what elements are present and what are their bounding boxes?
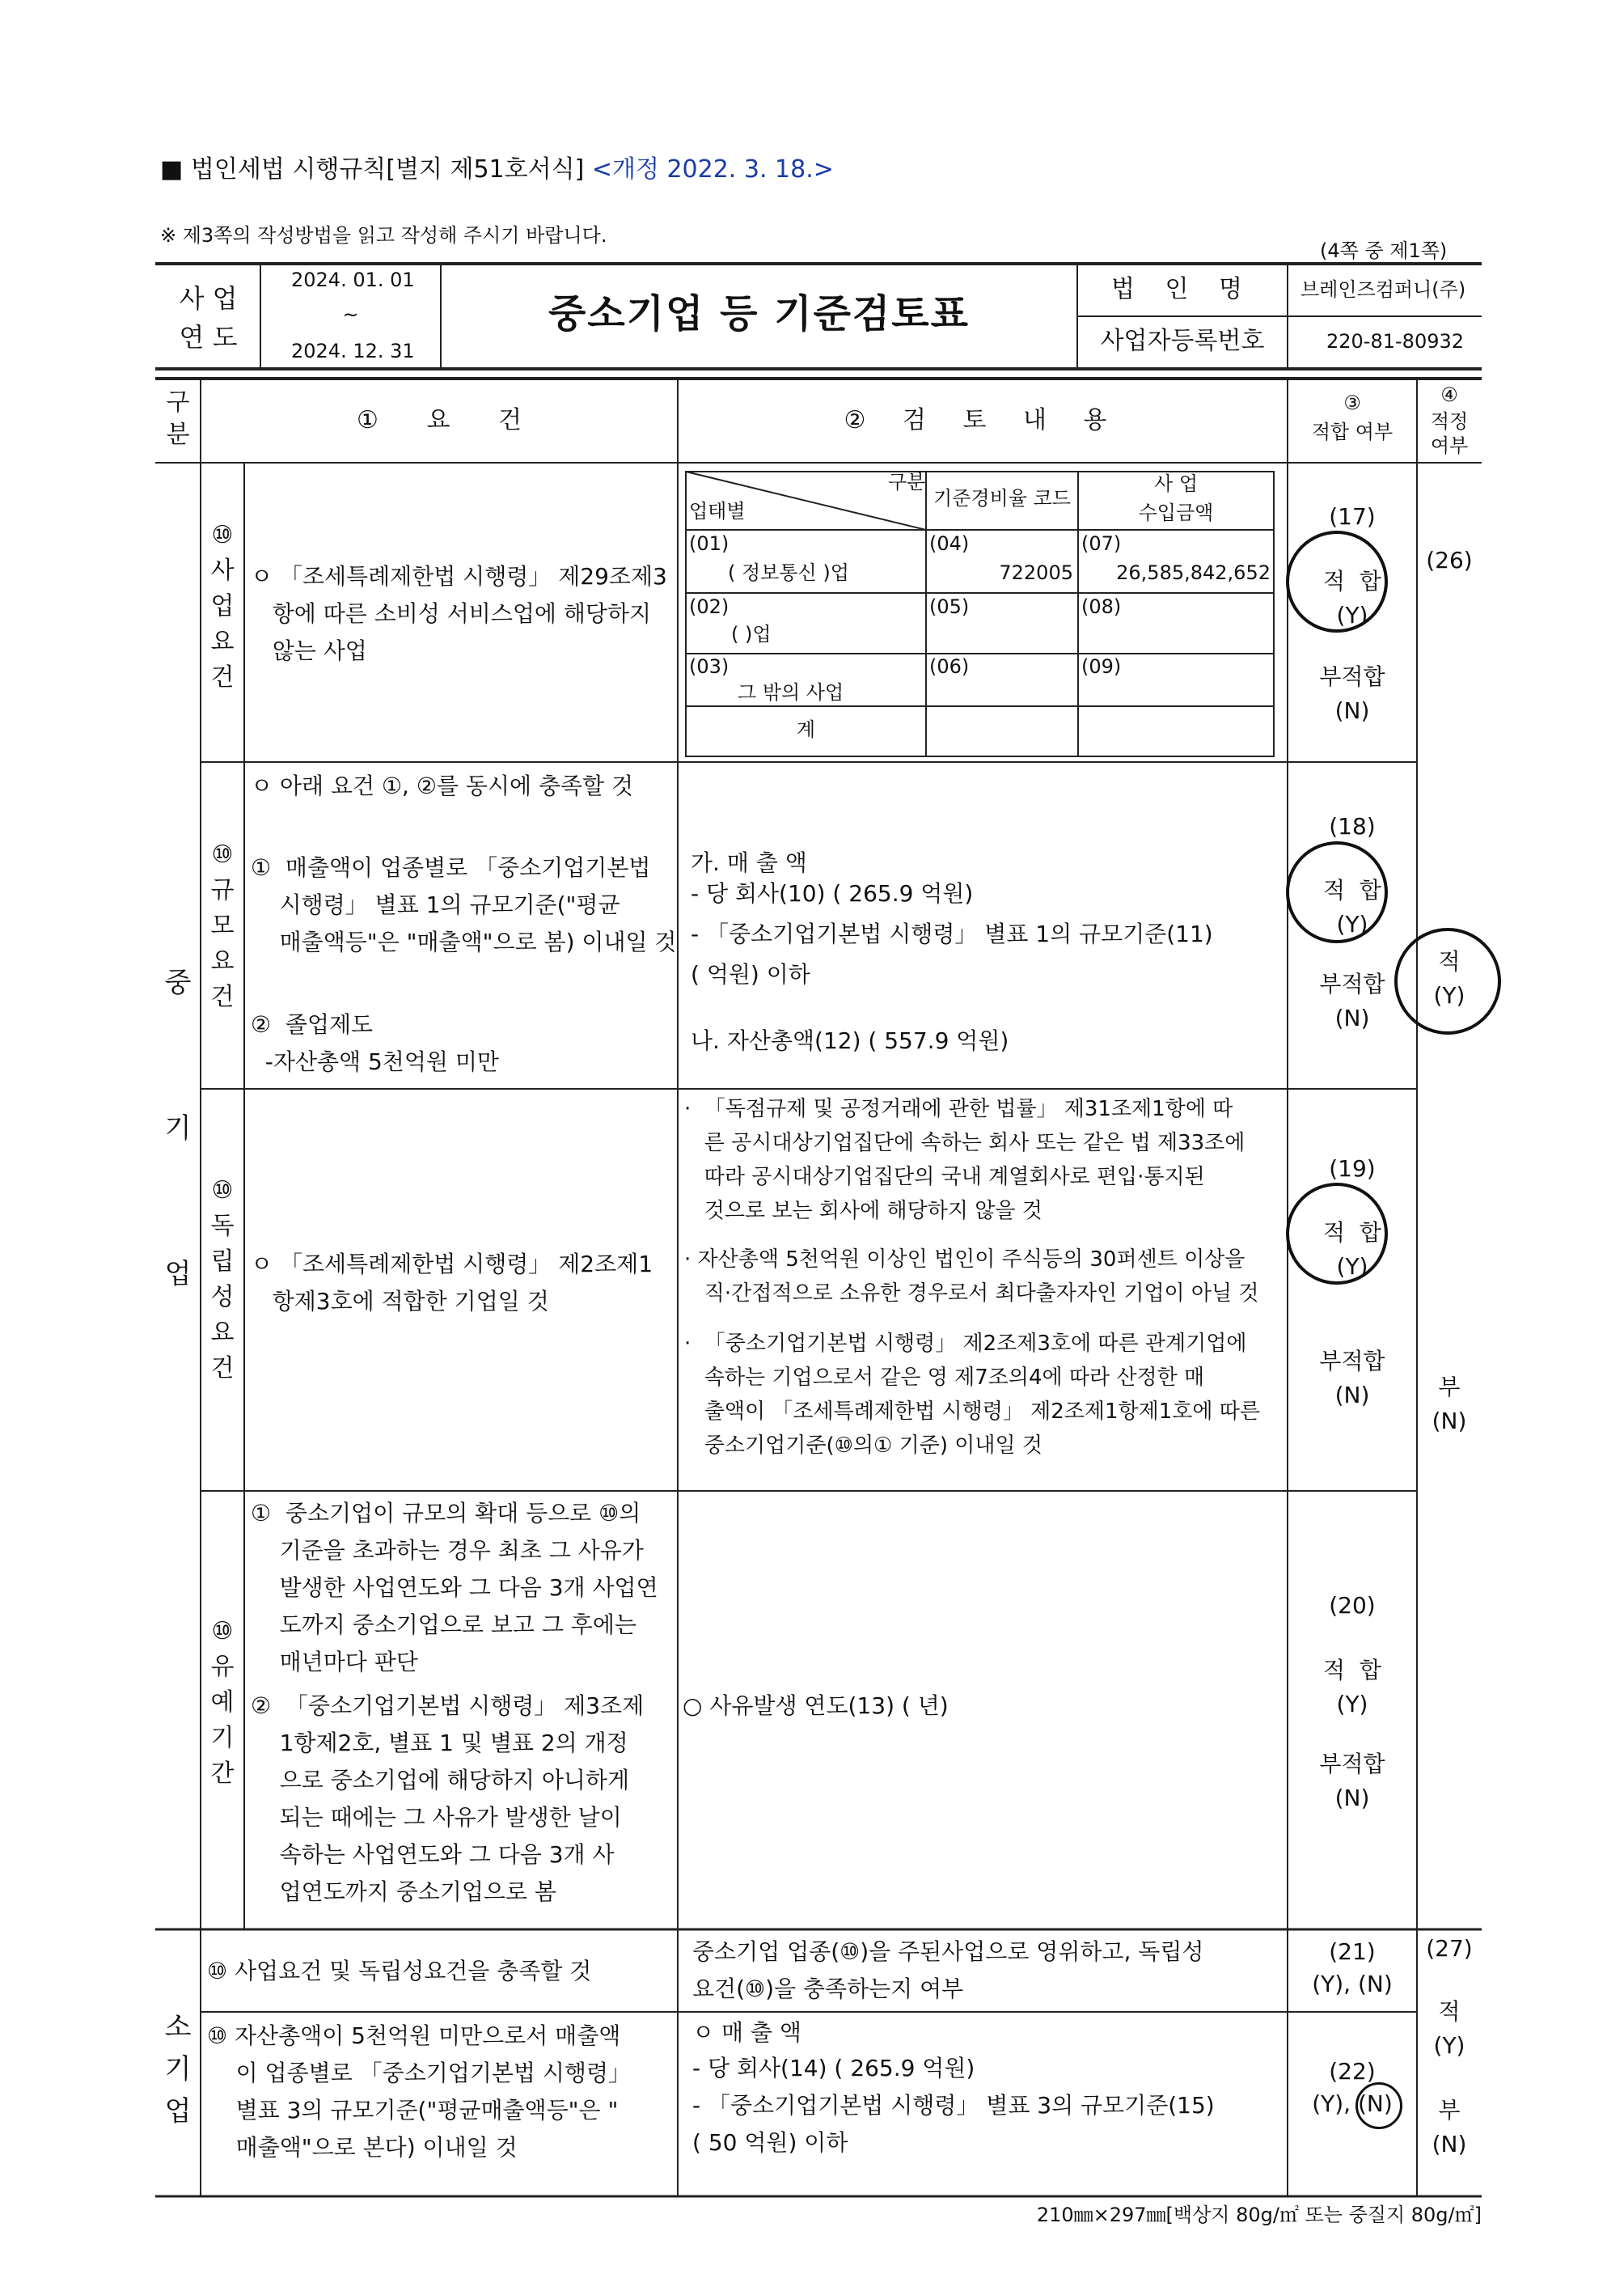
row103-fit-yes: 적 합 (Y) — [1323, 1219, 1381, 1280]
biz-no-label: 사업자등록번호 — [1100, 327, 1265, 355]
biz-table-col-code: 기준경비율 코드 — [933, 487, 1071, 510]
col-requirement: ① 요 건 — [357, 406, 522, 434]
row106-review-3: - 「중소기업기본법 시행령」 별표 3의 규모기준(15) — [692, 2092, 1215, 2119]
biz-table-col-revenue: 사 업 수입금액 — [1138, 472, 1214, 524]
row104-label: ⑩ 유 예 기 간 — [210, 1617, 235, 1788]
biz-row1-revenue: 26,585,842,652 — [1116, 561, 1271, 584]
biz-row2-revenue-number: (08) — [1081, 595, 1122, 618]
row102-review-a: 가. 매 출 액 — [691, 849, 807, 876]
row106-no-circle-mark — [1355, 2082, 1402, 2129]
row102-req-1: ① 매출액이 업종별로 「중소기업기본법 시행령」 별표 1의 규모기준("평균 매출액등"은 "매출액"으로 봄) 이내일 것 — [251, 854, 677, 955]
biz-row3-revenue-number: (09) — [1081, 655, 1122, 678]
small-result-no: 부 (N) — [1432, 2097, 1467, 2157]
fiscal-year-label: 사 업 연 도 — [179, 283, 238, 353]
biz-no: 220-81-80932 — [1326, 330, 1465, 353]
biz-table-corner-top: 구분 — [888, 471, 926, 493]
row101-fit-no: 부적합 (N) — [1319, 663, 1385, 724]
row106-fit-number: (22) — [1329, 2058, 1376, 2085]
biz-row1-code: 722005 — [999, 561, 1073, 584]
corp-name-label: 법 인 명 — [1110, 275, 1254, 303]
biz-row2-name: ( )업 — [731, 623, 772, 646]
row104-req-1: ① 중소기업이 규모의 확대 등으로 ⑩의 기준을 초과하는 경우 최초 그 사유가 발생한 사업연도와 그 다음 3개 사업연 도까지 중소기업으로 보고 그 후에는 매년마다 판단 — [251, 1500, 658, 1675]
sme-result-fit: 적 (Y) — [1433, 948, 1465, 1009]
row104-fit-yes: 적 합 (Y) — [1323, 1657, 1381, 1717]
biz-table-total: 계 — [796, 718, 816, 741]
row103-review-2: · 자산총액 5천억원 이상인 법인이 주식등의 30퍼센트 이상을 직·간접적으로 소유한 경우로서 최다출자자인 기업이 아닐 것 — [684, 1247, 1259, 1306]
row106-requirement: ⑩ 자산총액이 5천억원 미만으로서 매출액 이 업종별로 「중소기업기본법 시행령」 별표 3의 규모기준("평균매출액등"은 " 매출액"으로 본다) 이내일 것 — [207, 2022, 632, 2161]
biz-row1-name: ( 정보통신 )업 — [728, 561, 849, 584]
row105-review: 중소기업 업종(⑩)을 주된사업으로 영위하고, 독립성 요건(⑩)을 충족하는지 여부 — [692, 1938, 1204, 2002]
row101-fit-yes: 적 합 (Y) — [1323, 568, 1381, 629]
square-bullet: ■ — [160, 155, 184, 184]
revision-date: <개정 2022. 3. 18.> — [591, 155, 834, 184]
corp-name: 브레인즈컴퍼니(주) — [1300, 278, 1466, 301]
row101-fit-circle-mark — [1286, 531, 1388, 633]
sme-result-number: (26) — [1426, 547, 1473, 574]
row103-fit-circle-mark — [1286, 1183, 1388, 1285]
page-info: (4쪽 중 제1쪽) — [1320, 239, 1448, 262]
row102-review-a3: ( 억원) 이하 — [691, 961, 810, 988]
row101-requirement: ㅇ 「조세특례제한법 시행령」 제29조제3 항에 따른 소비성 서비스업에 해당하지 않는 사업 — [251, 563, 667, 664]
row105-fit-number: (21) — [1329, 1938, 1376, 1965]
row103-label: ⑩ 독 립 성 요 건 — [210, 1176, 235, 1383]
row105-fit-yn: (Y), (N) — [1312, 1971, 1393, 1997]
row104-req-2: ② 「중소기업기본법 시행령」 제3조제 1항제2호, 별표 1 및 별표 2의 개정 으로 중소기업에 해당하지 아니하게 되는 때에는 그 사유가 발생한 날이 속하는 사업연도와 그 다음 3개 사 업연도까지 중소기업으로 봄 — [251, 1692, 645, 1905]
biz-row1-revenue-number: (07) — [1081, 532, 1122, 555]
row104-review: ○ 사유발생 연도(13) ( 년) — [683, 1692, 949, 1719]
row102-fit-number: (18) — [1329, 813, 1376, 840]
page-title: 중소기업 등 기준검토표 — [548, 291, 971, 337]
section-label-small: 소 기 업 — [164, 2011, 192, 2128]
row102-review-a2: - 「중소기업기본법 시행령」 별표 1의 규모기준(11) — [691, 921, 1213, 947]
form-ref-text: 법인세법 시행규칙[별지 제51호서식] — [190, 155, 585, 184]
biz-row2-code-number: (05) — [929, 595, 970, 618]
small-result-fit: 적 (Y) — [1433, 1998, 1465, 2059]
col-fit: 적합 여부 — [1311, 421, 1394, 443]
period-start: 2024. 01. 01 — [291, 269, 415, 291]
row103-fit-no: 부적합 (N) — [1319, 1348, 1385, 1408]
row102-req-2: ② 졸업제도 -자산총액 5천억원 미만 — [251, 1011, 499, 1075]
col-fit-number: ③ — [1343, 392, 1361, 414]
biz-row3-number: (03) — [689, 655, 730, 678]
row101-label: ⑩ 사 업 요 건 — [210, 521, 235, 692]
row103-review-1: · 「독점규제 및 공정거래에 관한 법률」 제31조제1항에 따 른 공시대상기업집단에 속하는 회사 또는 같은 법 제33조에 따라 공시대상기업집단의 국내 계열회사로 편입·통지된 것으로 보는 회사에 해당하지 않을 것 — [684, 1097, 1245, 1223]
row103-requirement: ㅇ 「조세특례제한법 시행령」 제2조제1 항제3호에 적합한 기업일 것 — [251, 1251, 653, 1315]
col-review: ② 검 토 내 용 — [844, 406, 1122, 434]
row102-fit-yes: 적 합 (Y) — [1323, 877, 1381, 938]
col-division: 구 분 — [166, 388, 190, 449]
row105-requirement: ⑩ 사업요건 및 독립성요건을 충족할 것 — [207, 1958, 592, 1984]
biz-row1-code-number: (04) — [929, 532, 970, 555]
row103-fit-number: (19) — [1329, 1155, 1376, 1182]
small-result-number: (27) — [1426, 1935, 1473, 1962]
row102-review-a1: - 당 회사(10) ( 265.9 억원) — [691, 880, 974, 907]
period-end: 2024. 12. 31 — [291, 340, 415, 362]
row104-fit-no: 부적합 (N) — [1319, 1751, 1385, 1811]
row106-fit-yn: (Y), (N) — [1312, 2090, 1393, 2117]
row104-fit-number: (20) — [1329, 1592, 1376, 1619]
row102-review-b: 나. 자산총액(12) ( 557.9 억원) — [691, 1027, 1009, 1054]
row102-fit-no: 부적합 (N) — [1319, 971, 1385, 1031]
biz-row2-number: (02) — [689, 595, 730, 618]
row102-label: ⑩ 규 모 요 건 — [210, 841, 235, 1011]
col-suit-number: ④ — [1440, 383, 1458, 406]
paper-spec: 210㎜×297㎜[백상지 80g/㎡ 또는 중질지 80g/㎡] — [1036, 2204, 1482, 2226]
period-tilde: ~ — [342, 303, 359, 326]
instruction-note: ※ 제3쪽의 작성방법을 읽고 작성해 주시기 바랍니다. — [160, 224, 607, 247]
row102-req-intro: ㅇ 아래 요건 ①, ②를 동시에 충족할 것 — [251, 773, 634, 799]
section-label-medium: 중 기 업 — [164, 967, 192, 1290]
row103-review-3: · 「중소기업기본법 시행령」 제2조제3호에 따른 관계기업에 속하는 기업으로서 같은 영 제7조의4에 따라 산정한 매 출액이 「조세특례제한법 시행령」 제2조제1항제1호에 따른 중소기업기준(⑩의① 기준) 이내일 것 — [684, 1332, 1261, 1458]
row101-fit-number: (17) — [1329, 503, 1376, 530]
sme-result-no: 부 (N) — [1432, 1374, 1467, 1434]
biz-row3-code-number: (06) — [929, 655, 970, 678]
row106-review-1: ㅇ 매 출 액 — [692, 2019, 801, 2046]
row106-review-2: - 당 회사(14) ( 265.9 억원) — [692, 2055, 975, 2081]
col-suit: 적정 여부 — [1430, 410, 1469, 457]
biz-row1-number: (01) — [689, 532, 730, 555]
biz-table-corner-bottom: 업태별 — [689, 500, 746, 523]
row102-fit-circle-mark — [1286, 841, 1388, 943]
row106-review-4: ( 50 억원) 이하 — [692, 2129, 848, 2156]
biz-row3-name: 그 밖의 사업 — [738, 681, 844, 704]
